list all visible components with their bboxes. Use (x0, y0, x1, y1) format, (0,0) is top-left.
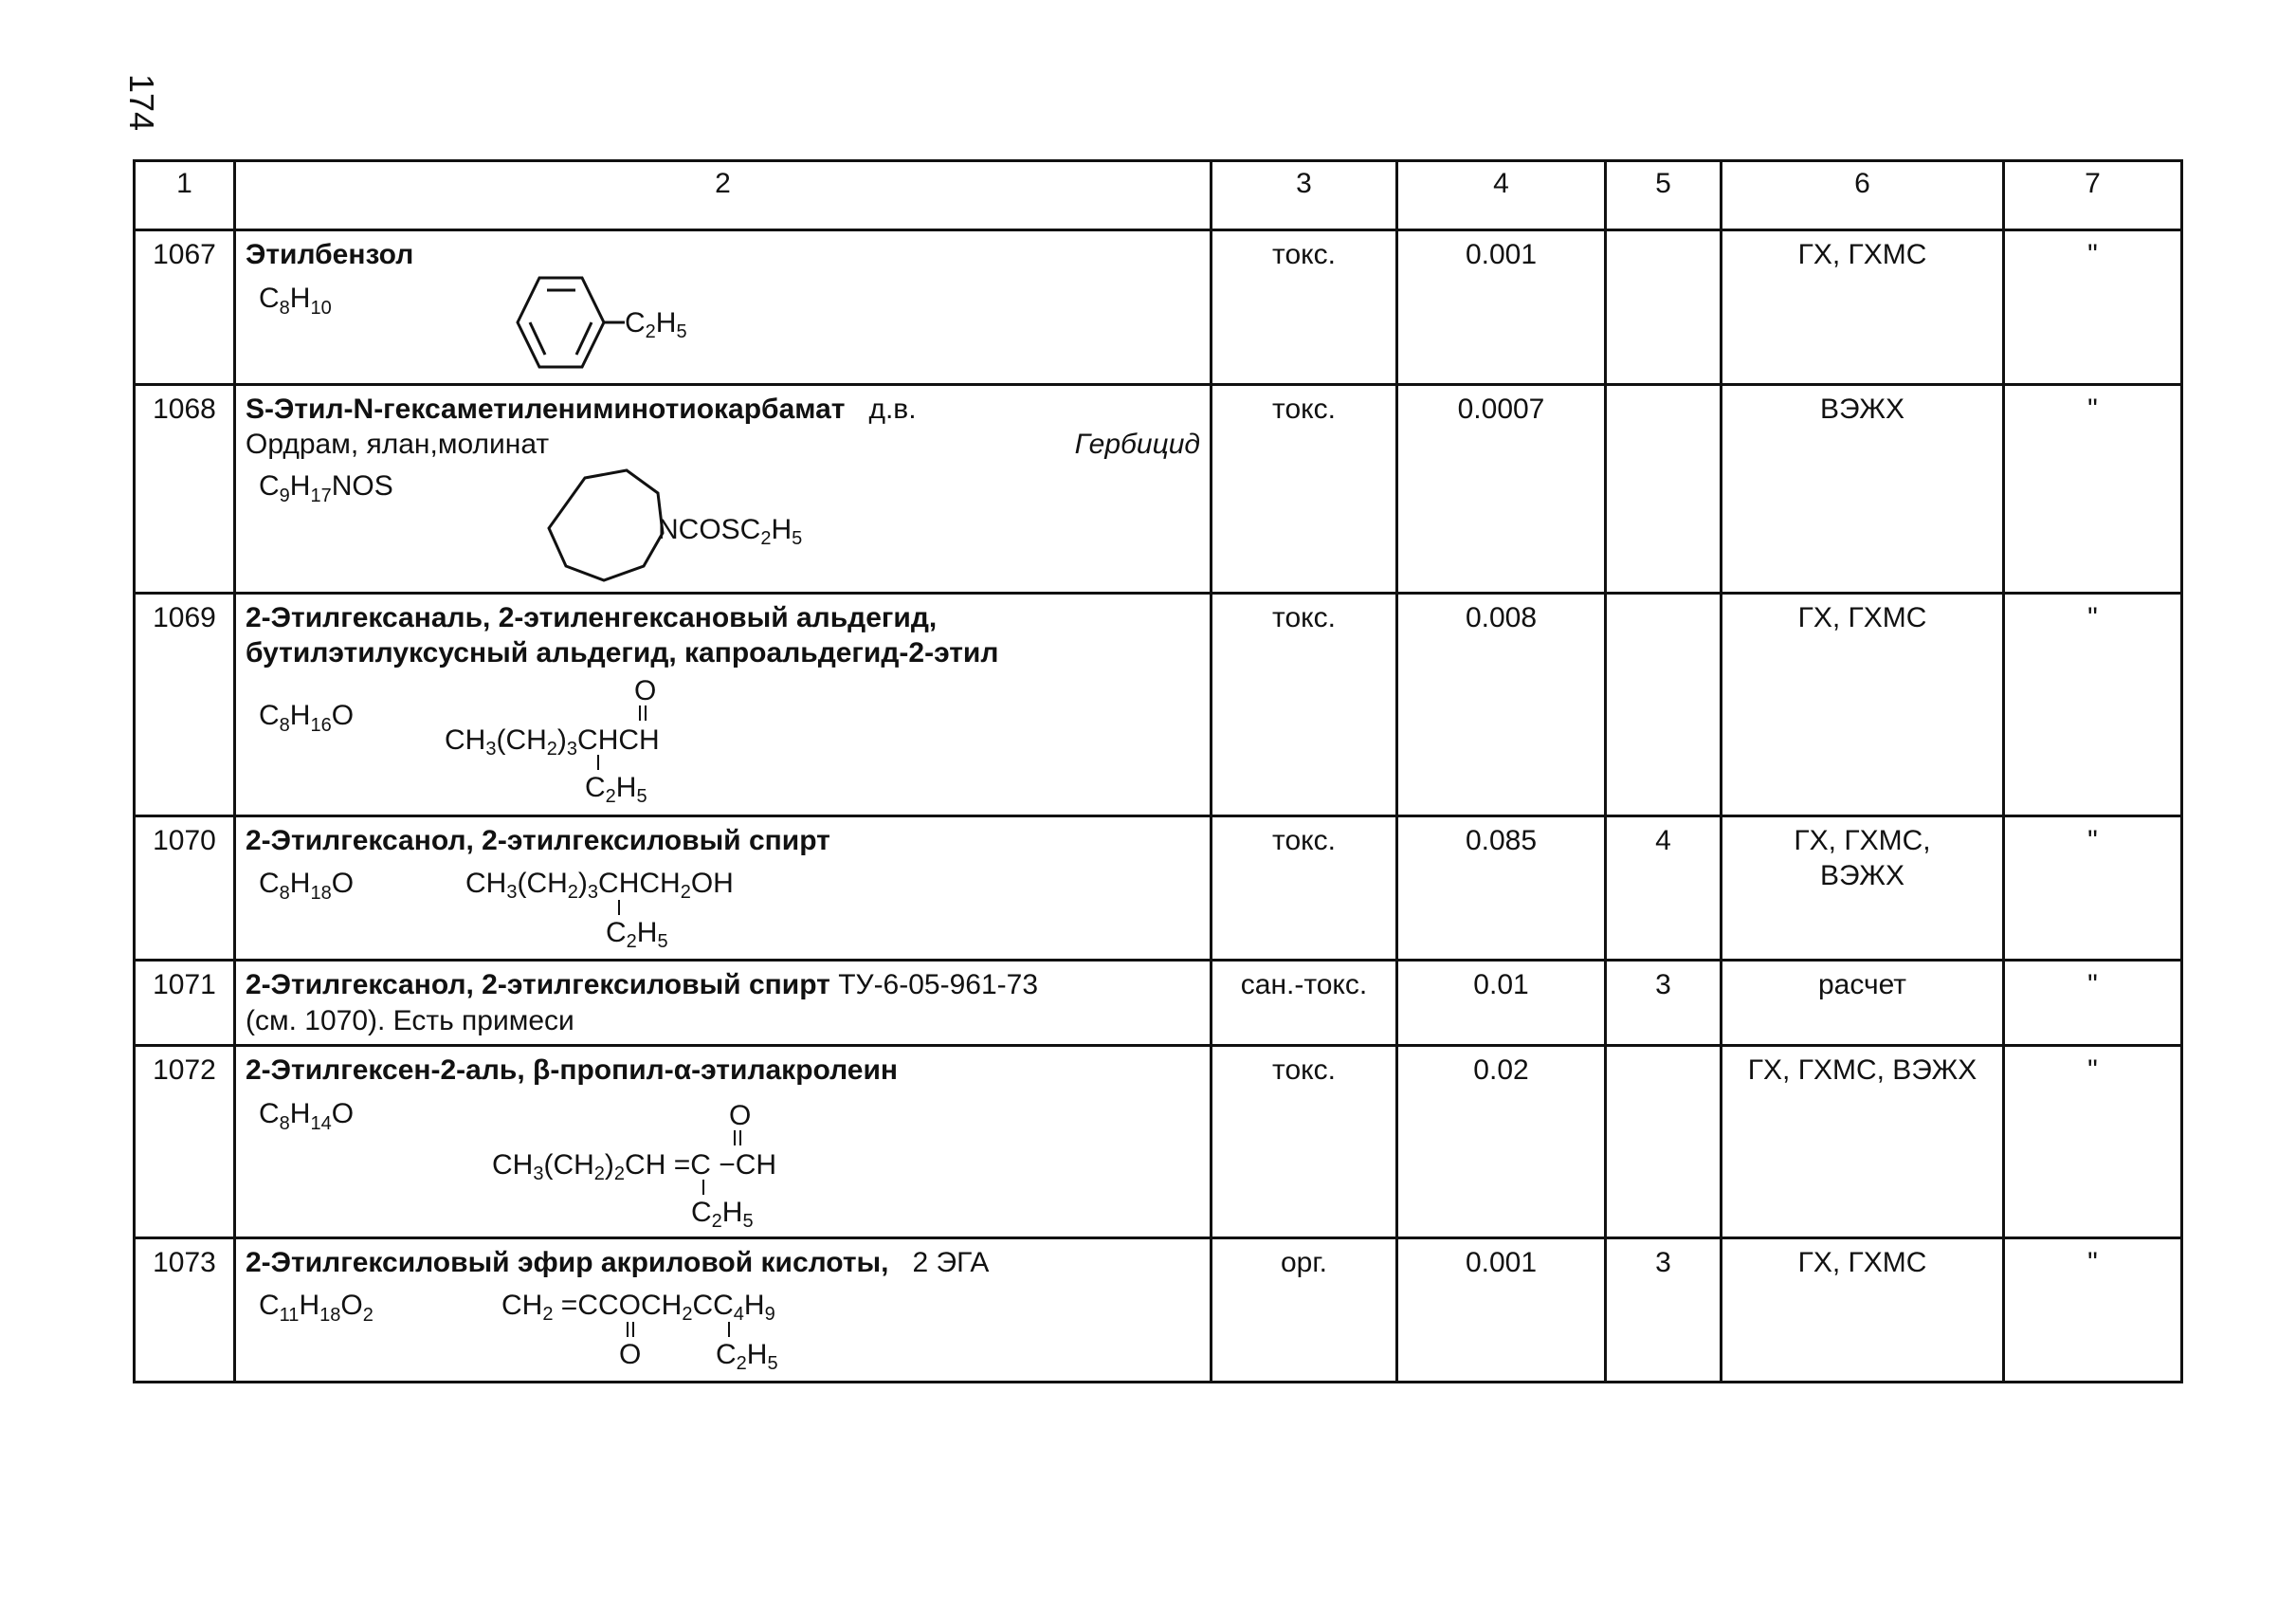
formula-block (246, 1280, 1200, 1375)
col6-value: ГХ, ГХМС (1722, 1237, 2004, 1383)
col4-value: 0.001 (1397, 1237, 1606, 1383)
header-col-5: 5 (1606, 161, 1722, 230)
col4-value: 0.085 (1397, 815, 1606, 961)
col6-value: ГХ, ГХМС (1722, 593, 2004, 815)
header-col-7: 7 (2004, 161, 2182, 230)
row-id: 1070 (135, 815, 235, 961)
svg-text:C2H5: $C_2H_5$ (716, 1339, 778, 1374)
header-col-6: 6 (1722, 161, 2004, 230)
page-number: 174 (122, 74, 161, 132)
row-id: 1071 (135, 961, 235, 1046)
col7-value: " (2004, 230, 2182, 385)
col7-value: " (2004, 593, 2182, 815)
svg-text:C2H5: $C_2H_5$ (585, 771, 647, 804)
table-row (135, 230, 2182, 385)
col6-line1: ГХ, ГХМС, (1794, 824, 1931, 856)
col4-value: 0.008 (1397, 593, 1606, 815)
row-id: 1073 (135, 1237, 235, 1383)
substance-name: 2-Этилгексанол, 2-этилгексиловый спирт (246, 969, 830, 1000)
formula-block (246, 463, 1200, 586)
table-row (135, 961, 2182, 1046)
col6-value: ВЭЖХ (1722, 384, 2004, 593)
col3-value: токс. (1212, 593, 1397, 815)
svg-text:CH3(CH2)3CHCH: $CH_3(CH_2)_3CHCH$ (445, 724, 660, 760)
header-col-2: 2 (235, 161, 1212, 230)
substance-suffix: ТУ-6-05-961-73 (838, 969, 1039, 1000)
substance-name: 2-Этилгексиловый эфир акриловой кислоты, (246, 1246, 889, 1278)
col4-value: 0.01 (1397, 961, 1606, 1046)
molecular-formula: $C_{11}H_{18}O_2$ (259, 1290, 374, 1326)
col5-value (1606, 1046, 1722, 1238)
row-id: 1068 (135, 384, 235, 593)
col7-value: " (2004, 1237, 2182, 1383)
header-row (135, 161, 2182, 230)
col3-value: орг. (1212, 1237, 1397, 1383)
acrylate-structure (492, 1280, 871, 1375)
molecular-formula: $C_8H_{16}O$ (259, 699, 355, 736)
col5-value (1606, 593, 1722, 815)
substance-note: (см. 1070). Есть примеси (246, 1004, 574, 1036)
col7-value: " (2004, 961, 2182, 1046)
substance-name: Этилбензол (246, 239, 414, 270)
substance-cell (235, 1237, 1212, 1383)
aldehyde-structure (435, 671, 776, 804)
molecular-formula: $C_9H_{17}NOS$ (259, 469, 393, 506)
col7-value: " (2004, 1046, 2182, 1238)
svg-text:NCOSC2H5: $NCOSC_2H_5$ (658, 513, 803, 549)
substances-table (133, 159, 2183, 1383)
substance-cell (235, 815, 1212, 961)
svg-text:O: O (619, 1339, 642, 1370)
substance-cell (235, 1046, 1212, 1238)
molecular-formula: $C_8H_{14}O$ (259, 1097, 355, 1134)
svg-text:CH2 =CCOCH2CC4H9: $CH_2$ $=CCOCH_2CC_4H_9$ (501, 1290, 775, 1325)
header-col-3: 3 (1212, 161, 1397, 230)
col5-value (1606, 384, 1722, 593)
table-row (135, 593, 2182, 815)
formula-block (246, 671, 1200, 804)
table-row (135, 384, 2182, 593)
table-row (135, 815, 2182, 961)
substance-cell (235, 961, 1212, 1046)
svg-text:O: O (729, 1099, 752, 1131)
col6-value: ГХ, ГХМС (1722, 230, 2004, 385)
col3-value: сан.-токс. (1212, 961, 1397, 1046)
col6-value (1722, 815, 2004, 961)
col3-value: токс. (1212, 230, 1397, 385)
substance-cell (235, 593, 1212, 815)
col7-value: " (2004, 815, 2182, 961)
substance-cell (235, 384, 1212, 593)
svg-text:C2H5: $C_2H_5$ (606, 917, 668, 952)
enal-structure (483, 1089, 881, 1231)
substance-name: 2-Этилгексен-2-аль, β-пропил-α-этилакролеин (246, 1054, 899, 1086)
table-row (135, 1237, 2182, 1383)
benzene-structure (501, 273, 710, 377)
svg-text:CH3(CH2)2CH =C −CH: $CH_3(CH_2)_2CH =C -CH$ (492, 1148, 777, 1184)
col6-value: ГХ, ГХМС, ВЭЖХ (1722, 1046, 2004, 1238)
molecular-formula: $C_8H_{18}O$ (259, 868, 355, 904)
substance-suffix: 2 ЭГА (912, 1246, 990, 1278)
category: Гербицид (1074, 429, 1200, 460)
col3-value: токс. (1212, 1046, 1397, 1238)
alcohol-structure (456, 858, 835, 953)
col5-value: 4 (1606, 815, 1722, 961)
col5-value (1606, 230, 1722, 385)
svg-text:O: O (634, 674, 657, 706)
col6-line2: ВЭЖХ (1820, 860, 1904, 891)
substance-cell (235, 230, 1212, 385)
col3-value: токс. (1212, 815, 1397, 961)
formula-block (246, 858, 1200, 953)
svg-text:C2H5: $C_2H_5$ (691, 1196, 754, 1231)
col4-value: 0.02 (1397, 1046, 1606, 1238)
header-col-4: 4 (1397, 161, 1606, 230)
molecular-formula: $C_8H_{10}$ (259, 282, 332, 319)
table-row (135, 1046, 2182, 1238)
col5-value: 3 (1606, 1237, 1722, 1383)
row-id: 1069 (135, 593, 235, 815)
header-col-1: 1 (135, 161, 235, 230)
row-id: 1072 (135, 1046, 235, 1238)
substance-name: 2-Этилгексаналь, 2-этиленгексановый альдегид, бутилэтилуксусный альдегид, капроальдегид-2-этил (246, 601, 999, 669)
col3-value: токс. (1212, 384, 1397, 593)
col6-value: расчет (1722, 961, 2004, 1046)
substance-name: 2-Этилгексанол, 2-этилгексиловый спирт (246, 824, 830, 856)
svg-text:CH3(CH2)3CHCH2OH: $CH_3(CH_2)_3CHCH_2OH$ (465, 868, 734, 903)
azepane-structure (539, 467, 852, 585)
substance-suffix: д.в. (868, 393, 917, 425)
substance-name: S-Этил-N-гексаметилениминотиокарбамат (246, 393, 846, 425)
col4-value: 0.0007 (1397, 384, 1606, 593)
svg-text:C2H5: $C_2H_5$ (625, 306, 687, 342)
trade-names-line (246, 427, 1200, 463)
trade-names: Ордрам, ялан,молинат (246, 429, 550, 460)
col5-value: 3 (1606, 961, 1722, 1046)
formula-block (246, 1089, 1200, 1231)
row-id: 1067 (135, 230, 235, 385)
col7-value: " (2004, 384, 2182, 593)
col4-value: 0.001 (1397, 230, 1606, 385)
formula-block (246, 273, 1200, 377)
